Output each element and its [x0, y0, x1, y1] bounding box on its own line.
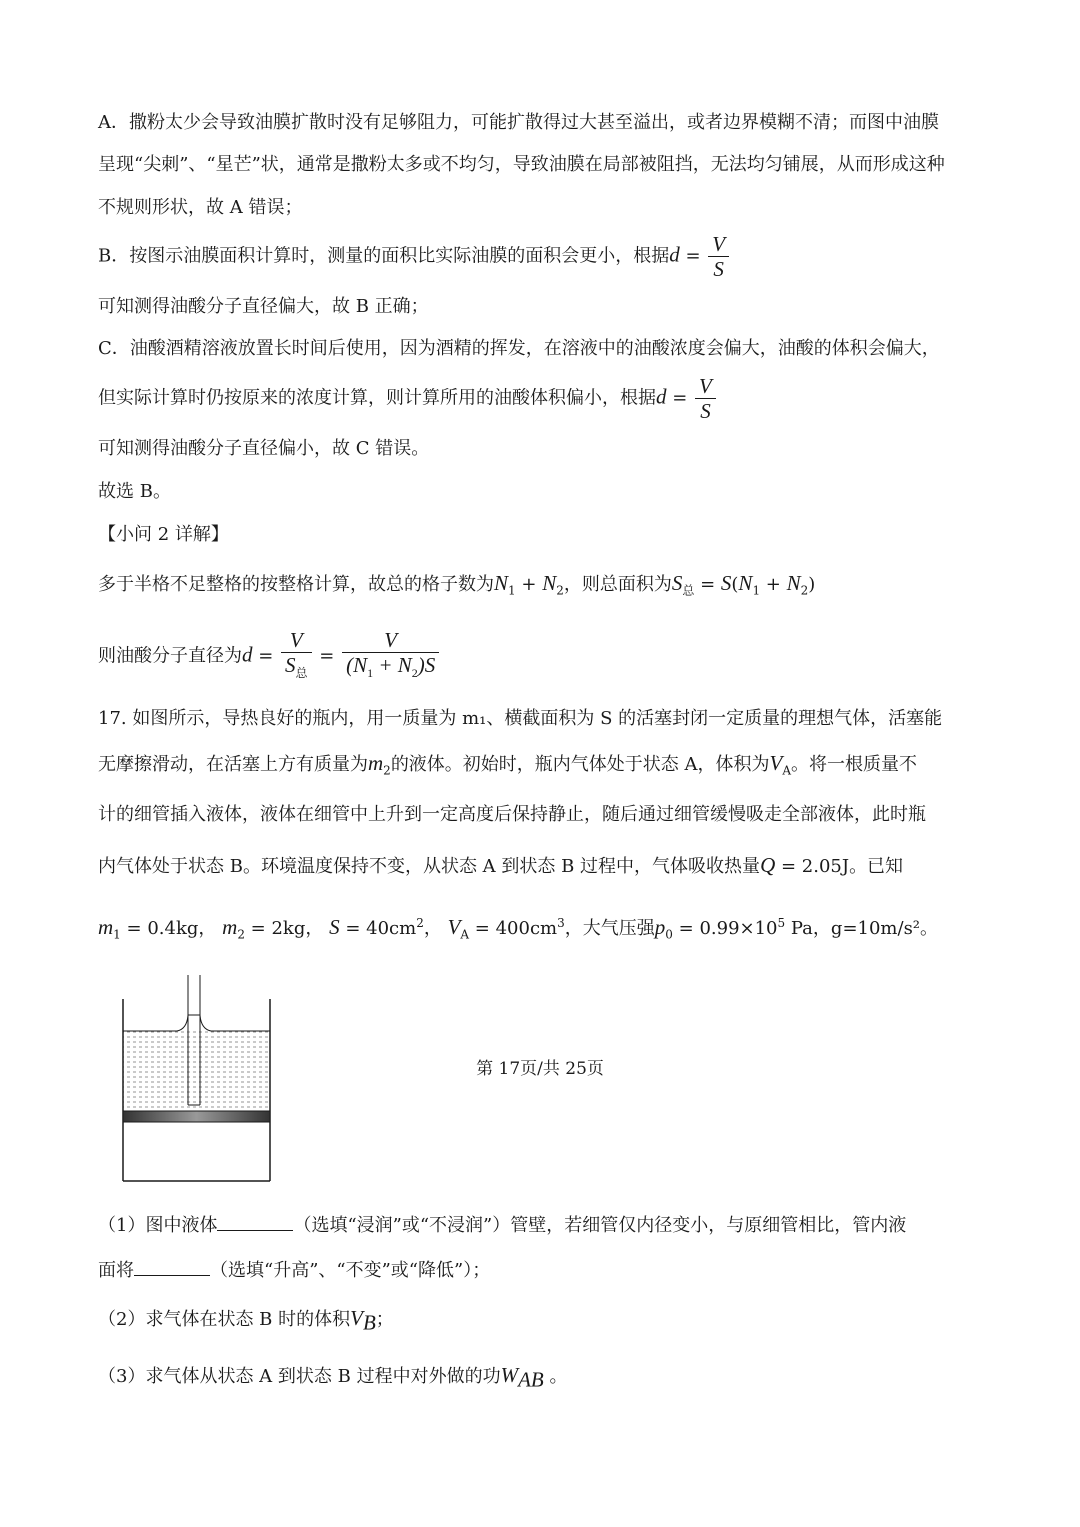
- fraction-v-over-s: $\frac{V}{S}$: [695, 374, 716, 423]
- diameter-line: 则油酸分子直径为d = $\frac{V}{S_总}$ = $\frac{V}{(N_1 + N_2)S}$: [98, 628, 441, 685]
- piston: [123, 1111, 270, 1122]
- question-17-line-4: 内气体处于状态 B。环境温度保持不变，从状态 A 到状态 B 过程中，气体吸收热量Q = 2.05J。已知: [98, 853, 904, 877]
- answer-line: 故选 B。: [98, 481, 171, 502]
- sub-question-1-line-1: （1）图中液体 （选填“浸润”或“不浸润”）管壁，若细管仅内径变小，与原细管相比，管内液: [98, 1212, 906, 1239]
- question-17-line-3: 计的细管插入液体，液体在细管中上升到一定高度后保持静止，随后通过细管缓慢吸走全部液体，此时瓶: [98, 804, 926, 825]
- option-c-line-2: 但实际计算时仍按原来的浓度计算，则计算所用的油酸体积偏小，根据d = $\frac{V}{S}$: [98, 374, 718, 423]
- option-b-line-2: 可知测得油酸分子直径偏大，故 B 正确；: [98, 296, 429, 317]
- question-17-line-1: 17. 如图所示，导热良好的瓶内，用一质量为 m₁、横截面积为 S 的活塞封闭一定质量的理想气体，活塞能: [98, 708, 943, 729]
- option-c-line-3: 可知测得油酸分子直径偏小，故 C 错误。: [98, 438, 430, 459]
- sub-question-2-heading: 【小问 2 详解】: [98, 524, 229, 545]
- option-c-line-1: C．油酸酒精溶液放置长时间后使用，因为酒精的挥发，在溶液中的油酸浓度会偏大，油酸的体积会偏大，: [98, 338, 940, 359]
- fraction-v-over-s: $\frac{V}{S}$: [708, 232, 729, 281]
- answer-blank-2[interactable]: [134, 1257, 210, 1276]
- sub-question-3: （3）求气体从状态 A 到状态 B 过程中对外做的功$W_{AB}$ 。: [98, 1363, 568, 1392]
- page-footer: 第 17页/共 25页: [476, 1059, 604, 1079]
- sub-question-2: （2）求气体在状态 B 时的体积$V_B$；: [98, 1306, 394, 1335]
- question-17-given-values: $m_1 = 0.4kg$， $m_2 = 2kg$， $S = 40cm^2$， $V_A = 400cm^3$，大气压强$p_0 = 0.99\times 10^5$ Pa，g=10m/s²。: [98, 915, 939, 942]
- question-17-line-2: 无摩擦滑动，在活塞上方有质量为$m_2$的液体。初始时，瓶内气体处于状态 A，体积为$V_A$。将一根质量不: [98, 751, 918, 778]
- liquid-surface: [123, 1015, 270, 1031]
- answer-blank-1[interactable]: [217, 1212, 293, 1231]
- grid-count-line: 多于半格不足整格的按整格计算，故总的格子数为$N_1 + N_2$，则总面积为$S_总 = S(N_1 + N_2)$: [98, 571, 816, 598]
- option-a-line-3: 不规则形状，故 A 错误；: [98, 197, 303, 218]
- option-a-line-1: A．撒粉太少会导致油膜扩散时没有足够阻力，可能扩散得过大甚至溢出，或者边界模糊不清；而图中油膜: [98, 112, 939, 133]
- option-a-line-2: 呈现“尖刺”、“星芒”状，通常是撒粉太多或不均匀，导致油膜在局部被阻挡，无法均匀铺展，从而形成这种: [98, 154, 945, 175]
- sub-question-1-line-2: 面将 （选填“升高”、“不变”或“降低”）；: [98, 1257, 490, 1284]
- option-b-line-1: B．按图示油膜面积计算时，测量的面积比实际油膜的面积会更小，根据d = $\frac{V}{S}$: [98, 232, 731, 281]
- bottle-piston-diagram: [115, 975, 275, 1185]
